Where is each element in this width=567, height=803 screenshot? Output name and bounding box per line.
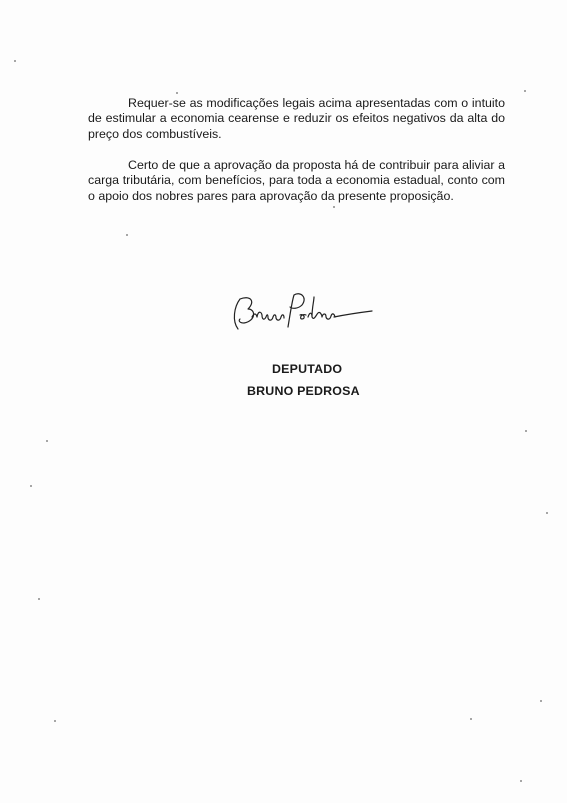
scan-speck — [333, 206, 335, 208]
signatory-role: DEPUTADO — [272, 362, 343, 376]
scan-speck — [525, 430, 527, 432]
scan-speck — [176, 92, 178, 94]
scan-speck — [520, 780, 522, 782]
scan-speck — [126, 234, 128, 236]
scan-speck — [540, 700, 542, 702]
scan-speck — [14, 60, 16, 62]
scan-speck — [38, 598, 40, 600]
scan-speck — [546, 512, 548, 514]
paragraph-conclusion-text: Certo de que a aprovação da proposta há de contribuir para aliviar a carga tributária, com benefícios, para toda a economia estadual, conto com o apoio dos nobres pares para aprovação da presente proposição. — [88, 158, 505, 203]
handwritten-signature — [226, 287, 376, 335]
signatory-name: BRUNO PEDROSA — [247, 384, 360, 398]
paragraph-conclusion — [88, 158, 505, 204]
scan-speck — [46, 440, 48, 442]
paragraph-justification-text: Requer-se as modificações legais acima apresentadas com o intuito de estimular a economia cearense e reduzir os efeitos negativos da alta do preço dos combustíveis. — [88, 96, 505, 141]
scan-speck — [470, 718, 472, 720]
scan-speck — [30, 485, 32, 487]
scan-speck — [524, 90, 526, 92]
paragraph-justification — [88, 96, 505, 142]
scan-speck — [54, 720, 56, 722]
